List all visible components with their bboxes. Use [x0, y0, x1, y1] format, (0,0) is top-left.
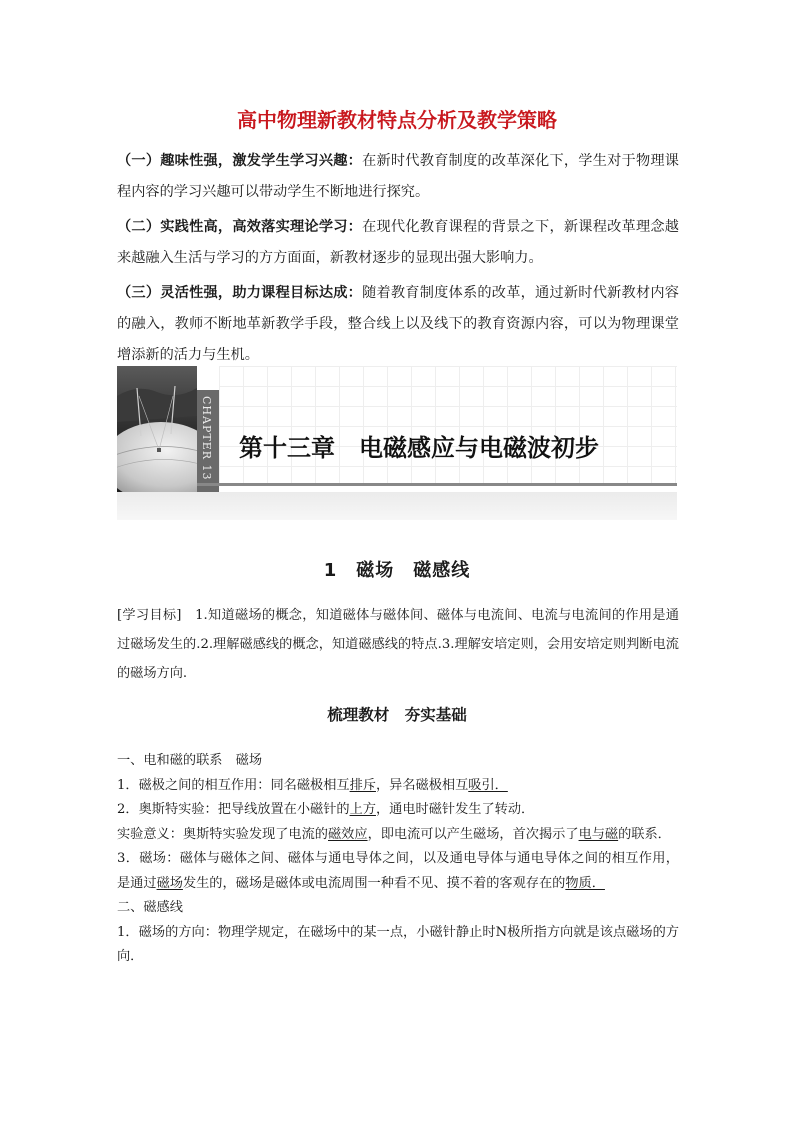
radio-telescope-image: [117, 366, 197, 492]
content-heading: 二、磁感线: [117, 900, 183, 915]
banner-shadow: [117, 492, 677, 520]
intro-text: 在新时代教育制度的改革深化下，学生对于物理课程内容的学习兴趣可以带动学生不断地进行探究。: [117, 153, 679, 200]
chapter-tab: [197, 390, 219, 492]
content-paragraph: [117, 774, 679, 799]
text-run: 3．磁场：磁体与磁体之间、磁体与通电导体之间，以及通电导体与通电导体之间的相互作用，是通过: [117, 851, 679, 891]
learning-objectives: [学习目标] 1.知道磁场的概念，知道磁体与磁体间、磁体与电流间、电流与电流间的作用是通过磁场发生的.2.理解磁感线的概念，知道磁感线的特点.3.理解安培定则，会用安培定则判断电流的磁场方向.: [117, 608, 679, 681]
section-title: 1 磁场 磁感线: [323, 560, 471, 581]
underlined-answer: 磁效应: [328, 826, 368, 842]
underlined-answer: 排斥: [349, 777, 376, 793]
intro-text: 在现代化教育课程的背景之下，新课程改革理念越来越融入生活与学习的方方面面，新教材逐步的显现出强大影响力。: [117, 219, 679, 266]
intro-lead: （三）灵活性强，助力课程目标达成：: [117, 285, 363, 301]
content-paragraph: [117, 847, 679, 896]
text-run: ，通电时磁针发生了转动．: [375, 802, 535, 817]
intro-section: [117, 146, 679, 375]
text-run: 的联系．: [618, 826, 671, 842]
document-title: 高中物理新教材特点分析及教学策略: [237, 108, 557, 132]
banner-rule: [197, 483, 677, 486]
content-paragraph: [117, 798, 679, 823]
text-run: 1．磁极之间的相互作用：同名磁极相互: [117, 777, 350, 793]
banner-grid-background: [219, 366, 677, 484]
text-run: 实验意义：奥斯特实验发现了电流的: [117, 826, 328, 842]
content-paragraph: 1．磁场的方向：物理学规定，在磁场中的某一点，小磁针静止时N极所指方向就是该点磁场的方向．: [117, 924, 679, 964]
chapter-title: 第十三章 电磁感应与电磁波初步: [239, 434, 599, 462]
subsection-title: 梳理教材 夯实基础: [327, 706, 467, 724]
underlined-answer: 物质．: [565, 875, 605, 891]
text-run: ，异名磁极相互: [375, 777, 469, 793]
intro-paragraph: [117, 212, 679, 274]
text-run: ，即电流可以产生磁场，首次揭示了: [367, 826, 579, 842]
content-heading: 一、电和磁的联系 磁场: [117, 753, 263, 768]
underlined-answer: 吸引．: [468, 777, 508, 793]
underlined-answer: 上方: [349, 802, 376, 817]
content-paragraph: [117, 823, 679, 848]
intro-paragraph: [117, 146, 679, 208]
underlined-answer: 电与磁: [578, 826, 619, 842]
intro-lead: （一）趣味性强，激发学生学习兴趣：: [117, 153, 363, 169]
telescope-photo: [117, 366, 197, 492]
chapter-tab-label: CHAPTER 13: [200, 396, 213, 481]
content-body: [117, 749, 679, 970]
text-run: 2．奥斯特实验：把导线放置在小磁针的: [117, 802, 350, 817]
intro-lead: （二）实践性高，高效落实理论学习：: [117, 219, 363, 235]
underlined-answer: 磁场: [156, 875, 183, 891]
intro-text: 随着教育制度体系的改革，通过新时代新教材内容的融入，教师不断地革新教学手段，整合线上以及线下的教育资源内容，可以为物理课堂增添新的活力与生机。: [117, 285, 679, 363]
intro-paragraph: [117, 278, 679, 371]
text-run: 发生的，磁场是磁体或电流周围一种看不见、摸不着的客观存在的: [182, 875, 566, 891]
chapter-banner: [117, 366, 677, 520]
